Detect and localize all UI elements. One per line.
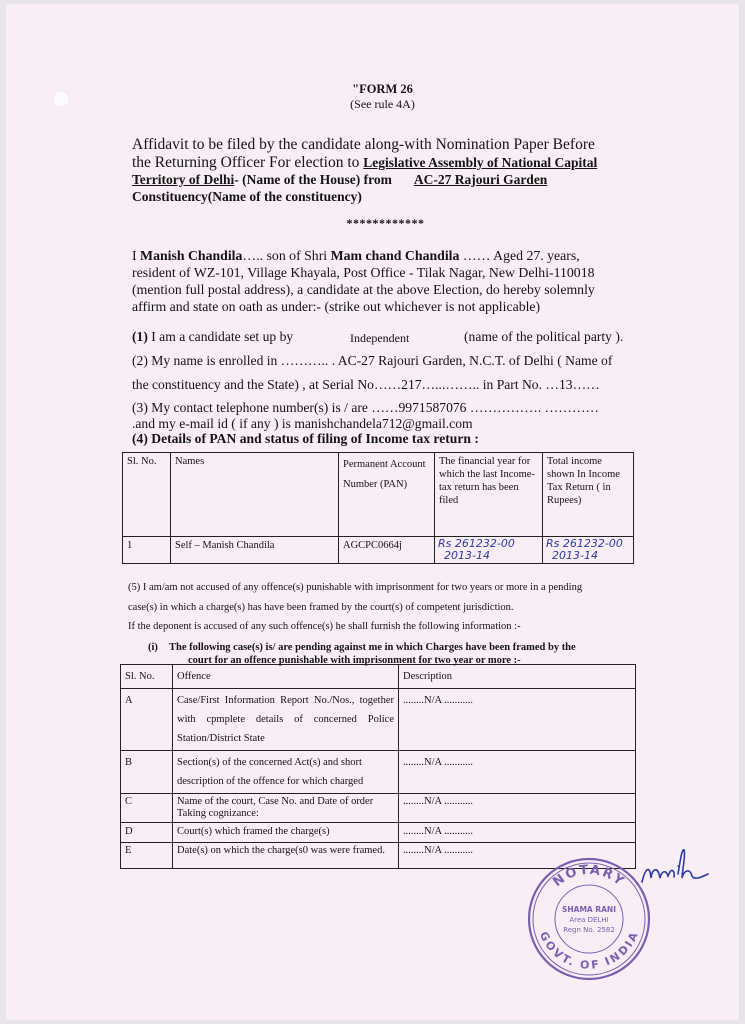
point-3-line-2: .and my e-mail id ( if any ) is manishchandela712@gmail.com [132, 416, 473, 431]
separator-stars: ************ [346, 216, 425, 230]
table-row: B Section(s) of the concerned Act(s) and short description of the offence for which charged ........N/A ........... [121, 751, 636, 794]
house-name: Legislative Assembly of National Capital [363, 155, 598, 170]
point-2-line-2: the constituency and the State) , at Serial No……217…...…….. in Part No. …13…… [132, 377, 600, 392]
pan-cell-year [435, 537, 543, 564]
declaration-line-4: affirm and state on oath as under:- (strike out whichever is not applicable) [132, 299, 541, 314]
handwritten-income-2: Rs 261232-00 [546, 537, 623, 550]
notary-stamp [526, 856, 652, 982]
stamp-bottom-text: GOVT. OF INDIA [536, 929, 642, 972]
affidavit-title-line-1: Affidavit to be filed by the candidate along-with Nomination Paper Before [132, 136, 595, 153]
charges-header-description: Description [399, 665, 636, 689]
party-name: Independent [350, 331, 410, 345]
pan-table-row [123, 537, 634, 564]
sub-clause-number: (i) [148, 642, 158, 653]
pan-cell-income [543, 537, 634, 564]
pan-cell-sl: 1 [123, 537, 171, 564]
father-name: Mam chand Chandila [330, 248, 460, 263]
charges-header-offence: Offence [173, 665, 399, 689]
table-row: C Name of the court, Case No. and Date of order Taking cognizance: ........N/A ........... [121, 794, 636, 823]
affidavit-page [6, 4, 739, 1020]
pan-header-sl: Sl. No. [123, 453, 171, 537]
pan-header-year: The financial year for which the last Income-tax return has been filed [435, 453, 543, 537]
handwritten-year-2: 2013-14 [552, 549, 598, 562]
pan-cell-pan: AGCPC0664j [339, 537, 435, 564]
pan-table-header [123, 453, 634, 537]
pan-table [122, 452, 634, 564]
signature-stroke [642, 850, 708, 882]
point-3-line-1: (3) My contact telephone number(s) is / are ……9971587076 ……………. ………… [132, 400, 600, 415]
svg-text:NOTARY [550, 863, 627, 890]
charges-table-header [121, 665, 636, 689]
declaration-line-3: (mention full postal address), a candidate at the above Election, do hereby solemnly [132, 282, 595, 297]
charges-table [120, 664, 636, 869]
point-1: (1) I am a candidate set up by [132, 329, 294, 344]
charges-header-sl: Sl. No. [121, 665, 173, 689]
point-2-line-1: (2) My name is enrolled in ……….. . AC-27 Rajouri Garden, N.C.T. of Delhi ( Name of [132, 353, 613, 368]
pan-cell-name: Self – Manish Chandila [171, 537, 339, 564]
constituency-name: AC-27 Rajouri Garden [413, 172, 548, 187]
stamp-area: Area DELHI [569, 916, 609, 924]
pan-header-income: Total income shown In Income Tax Return ( in Rupees) [543, 453, 634, 537]
stamp-regn: Regn No. 2582 [563, 926, 615, 934]
section-5-line-3: If the deponent is accused of any such offence(s) he shall furnish the following information :- [128, 621, 521, 632]
pan-header-pan: Permanent Account Number (PAN) [339, 453, 435, 537]
stamp-name: SHAMA RANI [561, 905, 617, 914]
affidavit-title-line-4: Constituency(Name of the constituency) [132, 189, 362, 204]
section-5-line-2: case(s) in which a charge(s) has have been framed by the court(s) of competent jurisdiction. [128, 602, 514, 613]
section-5-line-1: (5) I am/am not accused of any offence(s) punishable with imprisonment for two years or more in a pending [128, 582, 583, 593]
pan-header-names: Names [171, 453, 339, 537]
table-row: A Case/First Information Report No./Nos., together with cpmplete details of concerned Police Station/District State ........N/A ........... [121, 689, 636, 751]
declaration-line-1: I Manish Chandila….. son of Shri Mam chand Chandila …… Aged 27. years, [132, 248, 580, 263]
affidavit-title-line-3: Territory of Delhi- (Name of the House) from AC-27 Rajouri Garden [132, 172, 548, 187]
signature [638, 844, 718, 894]
handwritten-year-1: 2013-14 [444, 549, 490, 562]
point-4-heading: (4) Details of PAN and status of filing of Income tax return : [132, 431, 479, 446]
sub-clause-line-1: The following case(s) is/ are pending against me in which Charges have been framed by the [169, 642, 576, 653]
handwritten-income-1: Rs 261232-00 [438, 537, 515, 550]
point-1-tail: (name of the political party ). [464, 329, 624, 344]
table-row: D Court(s) which framed the charge(s) ........N/A ........... [121, 823, 636, 843]
sub-clause-line-2: court for an offence punishable with imprisonment for two year or more :- [188, 655, 521, 666]
table-row: E Date(s) on which the charge(s0 was were framed. ........N/A ........... [121, 843, 636, 869]
candidate-name: Manish Chandila [140, 248, 243, 263]
stamp-top-text: NOTARY [550, 862, 628, 891]
form-number: "FORM 26 [352, 82, 413, 96]
see-rule: (See rule 4A) [350, 97, 415, 111]
declaration-line-2: resident of WZ-101, Village Khayala, Post Office - Tilak Nagar, New Delhi-110018 [132, 265, 595, 280]
affidavit-title-line-2: the Returning Officer For election to Legislative Assembly of National Capital [132, 154, 598, 171]
